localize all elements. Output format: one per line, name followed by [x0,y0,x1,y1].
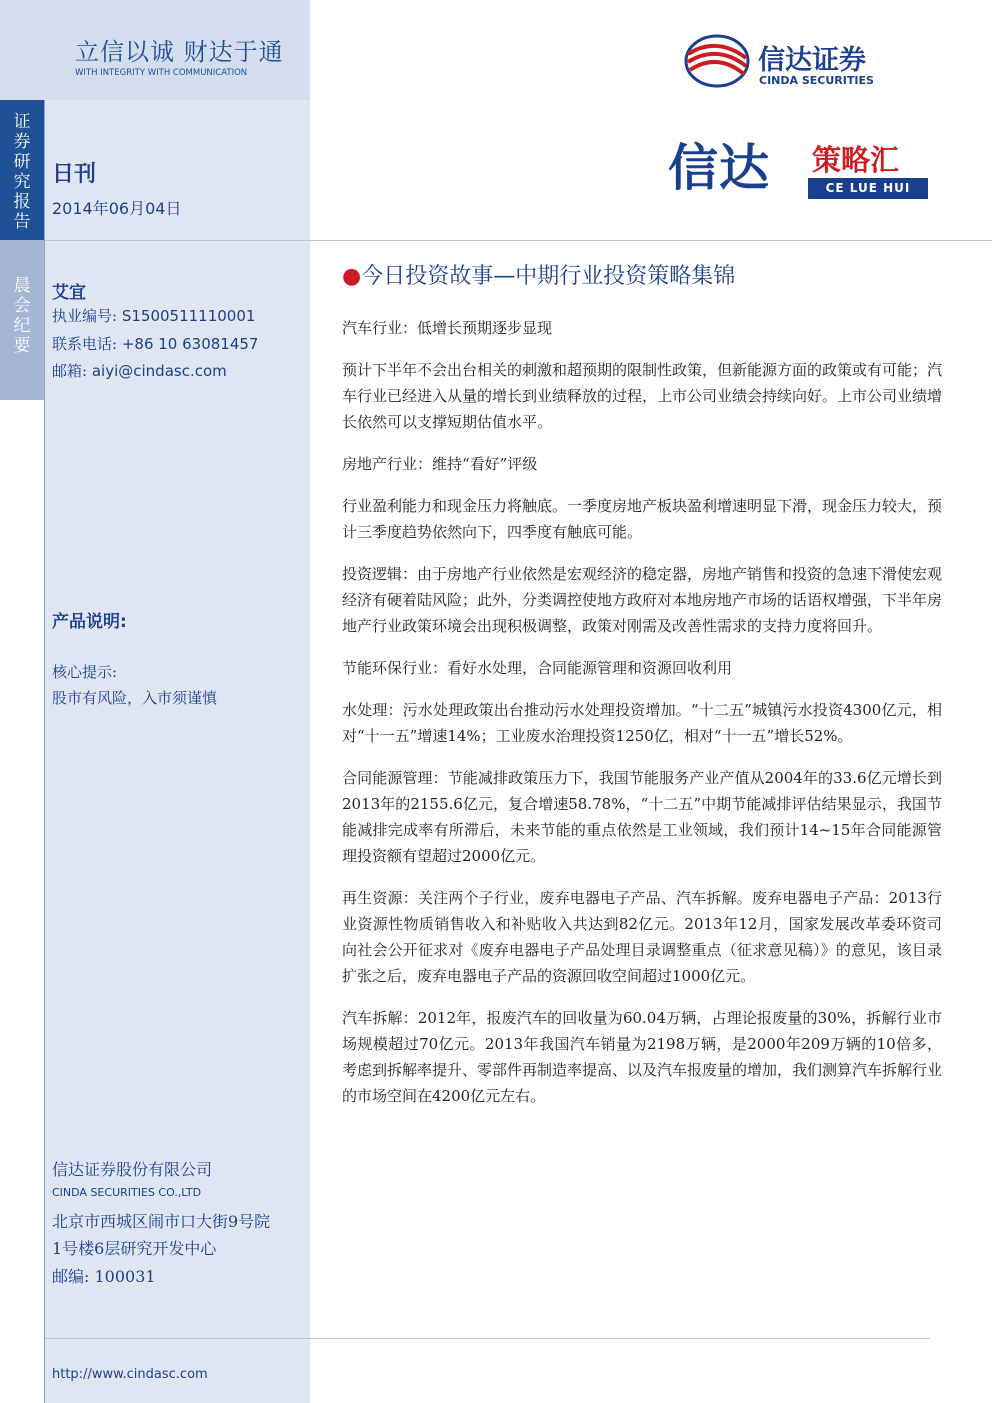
risk-warning: 股市有风险，入市须谨慎 [52,689,218,707]
cinda-logo-icon [684,34,750,88]
company-address-line1: 北京市西城区闹市口大街9号院 [52,1212,271,1231]
article-body [342,315,942,1125]
logo-text-en: CINDA SECURITIES [759,74,874,87]
analyst-email [52,360,227,381]
report-type: 日刊 [52,162,97,187]
slogan-cn: 立信以诚 财达于通 [75,38,284,66]
report-date: 2014年06月04日 [52,199,182,218]
product-description-title: 产品说明: [52,612,127,632]
analyst-phone [52,333,258,354]
paragraph: 投资逻辑：由于房地产行业依然是宏观经济的稳定器，房地产销售和投资的急速下滑使宏观经济有硬着陆风险；此外，分类调控使地方政府对本地房地产市场的话语权增强，下半年房地产行业政策环境会出现积极调整，政策对刚需及改善性需求的支持力度将回升。 [342,565,943,635]
headline-text: 今日投资故事—中期行业投资策略集锦 [361,264,736,289]
company-website-link[interactable]: http://www.cindasc.com [52,1367,208,1382]
brand-title-red: 策略汇 [812,143,900,177]
paragraph: 再生资源：关注两个子行业，废弃电器电子产品、汽车拆解。废弃电器电子产品：2013行业资源性物质销售收入和补贴收入共达到82亿元。2013年12月，国家发展改革委环资司向社会公开征求对《废弃电器电子产品处理目录调整重点（征求意见稿）》的意见，该目录扩张之后，废弃电器电子产品的资源回收空间超过1000亿元。 [342,889,942,985]
side-tab-research-report-label: 证券研究报告 [13,112,31,232]
paragraph: 预计下半年不会出台相关的刺激和超预期的限制性政策，但新能源方面的政策或有可能；汽车行业已经进入从量的增长到业绩释放的过程，上市公司业绩会持续向好。上市公司业绩增长依然可以支撑短期估值水平。 [342,361,943,431]
paragraph: 水处理：污水处理政策出台推动污水处理投资增加。“十二五”城镇污水投资4300亿元，相对“十一五”增速14%；工业废水治理投资1250亿，相对“十一五”增长52%。 [342,701,942,745]
phone-value: +86 10 63081457 [121,335,259,353]
company-address-line2: 1号楼6层研究开发中心 [52,1239,217,1258]
left-divider [44,100,45,1403]
brand-title-en: CE LUE HUI [808,178,928,199]
paragraph: 合同能源管理：节能减排政策压力下，我国节能服务产业产值从2004年的33.6亿元增长到2013年的2155.6亿元，复合增速58.78%，“十二五”中期节能减排评估结果显示，我国节能减排完成率有所滞后，未来节能的重点依然是工业领域，我们预计14~15年合同能源管理投资额有望超过2000亿元。 [342,769,942,865]
paragraph: 行业盈利能力和现金压力将触底。一季度房地产板块盈利增速明显下滑，现金压力较大，预计三季度趋势依然向下，四季度有触底可能。 [342,497,943,541]
license-label: 执业编号: [52,307,118,325]
company-name-en: CINDA SECURITIES CO.,LTD [52,1186,202,1199]
paragraph: 汽车行业：低增长预期逐步显现 [342,319,553,337]
email-link[interactable]: aiyi@cindasc.com [91,362,227,380]
page-headline [342,259,735,290]
paragraph: 汽车拆解：2012年，报废汽车的回收量为60.04万辆，占理论报废量的30%，拆解行业市场规模超过70亿元。2013年我国汽车销量为2198万辆，是2000年209万辆的10倍多，考虑到拆解率提升、零部件再制造率提高、以及汽车报废量的增加，我们测算汽车拆解行业的市场空间在4200亿元左右。 [342,1009,943,1105]
company-name-cn: 信达证券股份有限公司 [52,1160,213,1179]
side-tab-morning-brief-label: 晨会纪要 [13,276,31,356]
analyst-license [52,305,255,326]
footer-separator [45,1338,930,1339]
logo-text-cn: 信达证券 [758,45,866,76]
brand-title-cn: 信达 [668,139,770,197]
analyst-name: 艾宜 [52,283,86,303]
license-value: S1500511110001 [121,307,256,325]
core-tip-label: 核心提示: [52,663,118,681]
slogan-en: WITH INTEGRITY WITH COMMUNICATION [75,68,248,78]
headline-bullet: ● [342,264,362,289]
header-separator [45,240,992,241]
phone-label: 联系电话: [52,335,118,353]
paragraph: 节能环保行业：看好水处理，合同能源管理和资源回收利用 [342,659,733,677]
paragraph: 房地产行业：维持“看好”评级 [342,455,538,473]
company-postcode: 邮编: 100031 [52,1267,156,1286]
email-label: 邮箱: [52,362,88,380]
